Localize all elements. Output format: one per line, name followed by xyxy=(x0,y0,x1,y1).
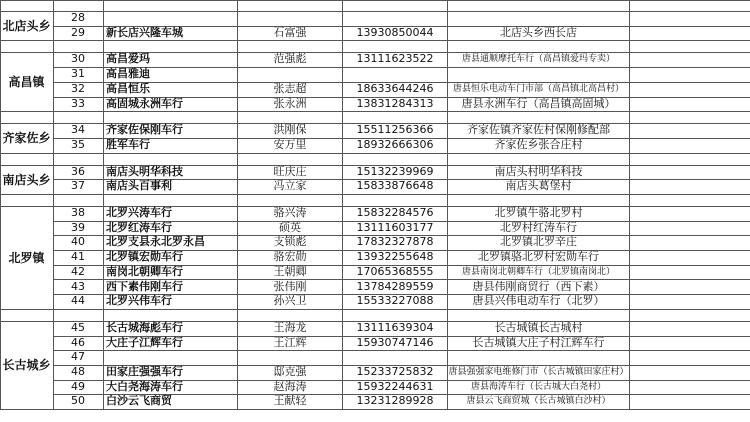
cell-no: 49 xyxy=(71,379,85,393)
cell-phone: 13231289928 xyxy=(356,394,434,408)
cell-addr: 唐县强强家电维修门市（长古城镇田家庄村） xyxy=(448,367,629,377)
cell-phone: 15832284576 xyxy=(356,206,434,219)
row-rule xyxy=(0,0,750,1)
cell-name: 南岗北朝卿车行 xyxy=(106,264,183,278)
cell-addr: 唐县通顺摩托车行（高昌镇爱玛专卖） xyxy=(461,54,615,65)
cell-phone: 17065368555 xyxy=(356,264,434,278)
cell-person: 王献轻 xyxy=(273,394,307,408)
cell-no: 48 xyxy=(71,365,85,378)
cell-person: 张志超 xyxy=(273,81,307,95)
cell-phone xyxy=(343,67,447,81)
cell-name xyxy=(104,11,239,25)
cell-phone: 15930747146 xyxy=(356,335,434,349)
cell-addr: 北罗村红涛车行 xyxy=(500,220,577,234)
cell-addr: 北罗镇骆北罗村宏勋车行 xyxy=(478,250,599,264)
cell-name: 高昌恒乐 xyxy=(106,81,150,95)
row-rule xyxy=(0,153,750,154)
cell-name: 北罗红涛车行 xyxy=(106,220,172,234)
cell-name xyxy=(104,350,239,364)
cell-person: 安万里 xyxy=(273,137,307,151)
row-rule xyxy=(0,111,750,112)
cell-phone: 18633644246 xyxy=(356,81,434,95)
cell-addr: 唐县恒乐电动车门市部（高昌镇北高昌村） xyxy=(452,83,624,94)
column-rule xyxy=(342,0,343,409)
cell-person: 硕英 xyxy=(279,220,301,234)
cell-no: 39 xyxy=(71,220,85,234)
cell-name: 北罗兴涛车行 xyxy=(106,206,172,219)
cell-name: 北罗镇宏勋车行 xyxy=(106,250,183,264)
cell-addr: 北罗镇北罗辛庄 xyxy=(500,235,577,249)
row-rule xyxy=(0,194,750,195)
cell-addr: 唐县云飞商贸城（长古城镇白沙村） xyxy=(466,396,611,407)
row-rule xyxy=(0,409,750,410)
cell-addr: 齐家佐乡张合庄村 xyxy=(494,137,583,151)
cell-addr: 唐县南岗北朝卿车行（北罗镇南岗北） xyxy=(461,266,615,277)
cell-person: 张永洲 xyxy=(273,96,307,110)
cell-no: 45 xyxy=(71,320,85,334)
cell-name: 北罗兴伟车行 xyxy=(106,294,172,308)
cell-phone: 15533227088 xyxy=(356,294,434,308)
cell-name: 白沙云飞商贸 xyxy=(106,394,172,408)
town-label: 北罗镇 xyxy=(8,250,45,265)
column-rule xyxy=(447,0,448,409)
cell-phone: 13831284313 xyxy=(356,96,434,110)
cell-phone: 13111623522 xyxy=(356,52,434,66)
cell-name: 大白尧海涛车行 xyxy=(106,379,183,393)
cell-addr: 唐县兴伟电动车行（北罗） xyxy=(472,294,605,308)
cell-no: 44 xyxy=(71,294,85,308)
cell-name: 高昌雅迪 xyxy=(106,67,150,81)
cell-name: 长古城海彪车行 xyxy=(106,320,183,334)
cell-no: 36 xyxy=(71,164,85,178)
cell-person: 骆兴涛 xyxy=(273,206,307,219)
cell-no: 50 xyxy=(71,394,85,408)
cell-phone: 15833876648 xyxy=(356,179,434,193)
row-rule xyxy=(0,309,750,310)
column-rule xyxy=(629,0,630,409)
cell-name: 田家庄强强车行 xyxy=(106,365,183,378)
cell-no: 41 xyxy=(71,250,85,264)
cell-name: 高昌爱玛 xyxy=(106,52,150,66)
cell-phone: 13111639304 xyxy=(356,320,434,334)
cell-no: 47 xyxy=(71,350,85,364)
cell-person: 孙兴卫 xyxy=(273,294,307,308)
cell-person: 旺庆庄 xyxy=(273,164,307,178)
cell-name: 北罗支县永北罗永昌 xyxy=(106,235,205,249)
cell-addr xyxy=(448,11,629,25)
column-rule xyxy=(0,0,1,409)
cell-phone: 13111603177 xyxy=(356,220,434,234)
cell-addr: 长古城镇长古城村 xyxy=(494,320,583,334)
cell-addr: 唐县海涛车行（长古城大白尧村） xyxy=(470,381,606,392)
cell-no: 28 xyxy=(71,11,85,24)
cell-addr: 唐县永洲车行（高昌镇高固城） xyxy=(461,96,616,110)
cell-addr: 北罗镇牛骆北罗村 xyxy=(494,206,583,219)
cell-no: 42 xyxy=(71,264,85,278)
cell-addr: 长古城镇大庄子村江辉车行 xyxy=(472,335,605,349)
cell-person: 王海龙 xyxy=(273,320,307,334)
column-rule xyxy=(53,0,54,409)
cell-name: 齐家佐保刚车行 xyxy=(106,123,183,137)
cell-addr: 南店头葛堡村 xyxy=(505,179,572,193)
cell-phone: 17832327878 xyxy=(356,235,434,249)
cell-person: 洪刚保 xyxy=(273,123,307,137)
cell-name: 大庄子江辉车行 xyxy=(106,335,183,349)
town-label: 北店头乡 xyxy=(2,19,51,34)
town-label: 南店头乡 xyxy=(2,172,51,187)
cell-person xyxy=(238,67,342,81)
cell-no: 33 xyxy=(71,96,85,110)
cell-person: 王朝卿 xyxy=(273,264,307,278)
cell-no: 46 xyxy=(71,335,85,349)
cell-person: 邸克强 xyxy=(273,365,307,378)
cell-name: 西下素伟刚车行 xyxy=(106,279,183,293)
cell-addr: 齐家佐镇齐家佐村保刚修配部 xyxy=(467,123,610,137)
cell-no: 30 xyxy=(71,52,85,66)
cell-person: 王江辉 xyxy=(273,335,307,349)
column-rule xyxy=(103,0,104,409)
town-label: 齐家佐乡 xyxy=(2,131,51,146)
cell-no: 31 xyxy=(71,67,85,81)
cell-person xyxy=(238,350,342,364)
cell-no: 35 xyxy=(71,137,85,151)
cell-phone: 18932666306 xyxy=(356,137,434,151)
cell-name: 南店头百事利 xyxy=(106,179,172,193)
cell-person: 张伟刚 xyxy=(273,279,307,293)
cell-person: 赵海涛 xyxy=(273,379,307,393)
cell-person: 冯立家 xyxy=(273,179,307,193)
cell-addr: 南店头村明华科技 xyxy=(494,164,583,178)
cell-phone: 13932255648 xyxy=(356,250,434,264)
cell-phone: 15932244631 xyxy=(356,379,434,393)
cell-phone: 13784289559 xyxy=(356,279,434,293)
cell-phone: 15233725832 xyxy=(356,365,434,378)
cell-no: 37 xyxy=(71,179,85,193)
cell-name: 新长店兴隆车城 xyxy=(106,25,183,39)
cell-no: 29 xyxy=(71,25,85,39)
row-rule xyxy=(0,40,750,41)
cell-addr: 唐县伟刚商贸行（西下素） xyxy=(472,279,605,293)
cell-no: 43 xyxy=(71,279,85,293)
cell-person xyxy=(238,11,342,25)
cell-phone: 13930850044 xyxy=(356,25,434,39)
cell-person: 石富强 xyxy=(273,25,307,39)
cell-name: 高固城永洲车行 xyxy=(106,96,183,110)
cell-phone: 15511256366 xyxy=(356,123,434,137)
cell-phone: 15132239969 xyxy=(356,164,434,178)
cell-phone xyxy=(343,11,447,25)
cell-no: 34 xyxy=(71,123,85,137)
cell-addr: 北店头乡西长店 xyxy=(500,25,577,39)
cell-addr xyxy=(448,67,629,81)
cell-phone xyxy=(343,350,447,364)
cell-addr xyxy=(448,350,629,364)
cell-no: 38 xyxy=(71,206,85,219)
cell-name: 胜军车行 xyxy=(106,137,150,151)
cell-person: 范强彪 xyxy=(273,52,307,66)
cell-no: 40 xyxy=(71,235,85,249)
cell-no: 32 xyxy=(71,81,85,95)
cell-name: 南店头明华科技 xyxy=(106,164,183,178)
column-rule xyxy=(237,0,238,409)
cell-person: 支锁彪 xyxy=(273,235,307,249)
cell-person: 骆宏勋 xyxy=(273,250,307,264)
town-label: 高昌镇 xyxy=(8,75,45,90)
town-label: 长古城乡 xyxy=(2,358,51,373)
